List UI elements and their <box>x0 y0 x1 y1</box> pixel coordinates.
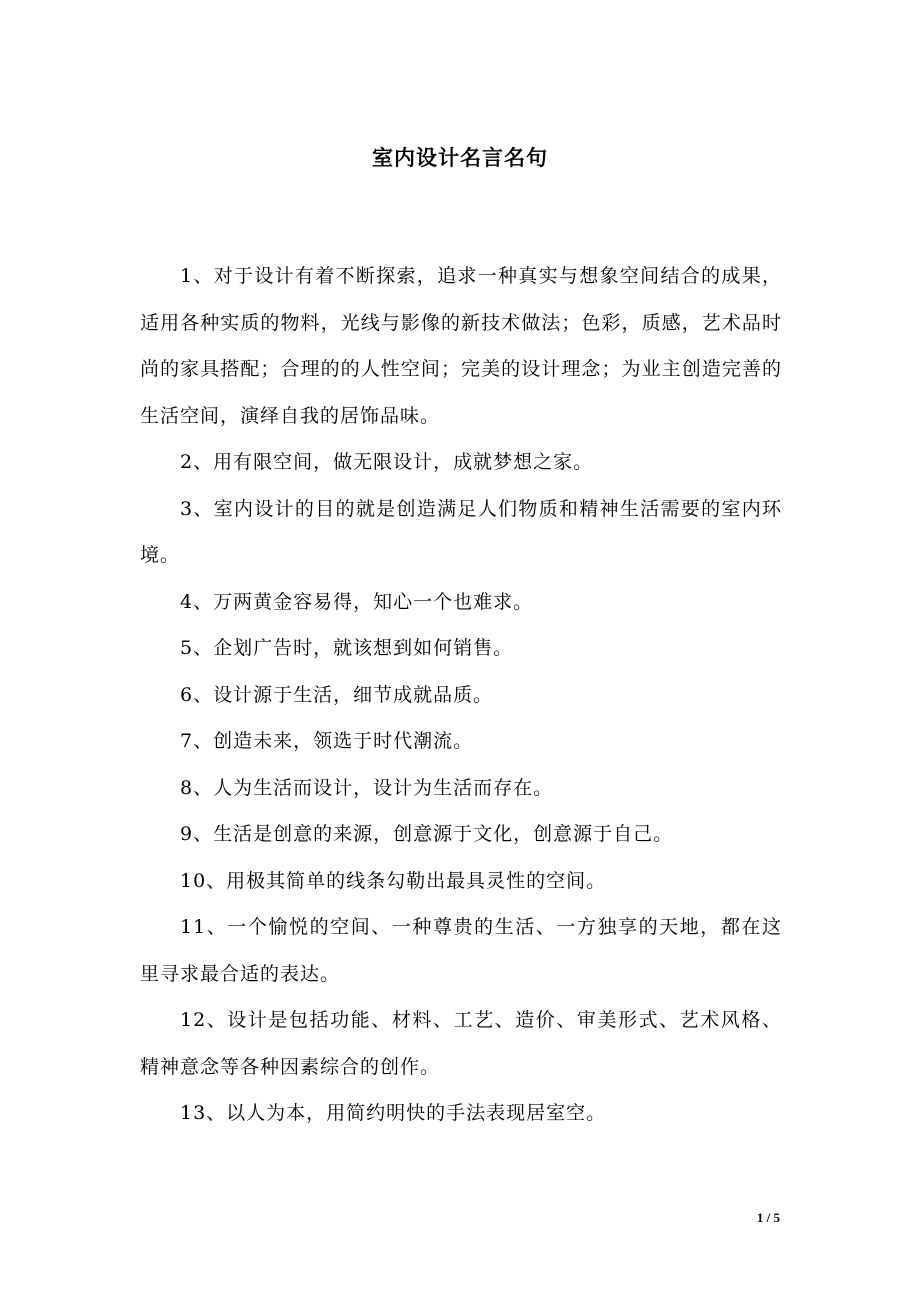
quote-paragraph-3: 3、室内设计的目的就是创造满足人们物质和精神生活需要的室内环境。 <box>140 497 782 566</box>
quote-paragraph-9: 9、生活是创意的来源，创意源于文化，创意源于自己。 <box>180 823 674 845</box>
quote-paragraph-5: 5、企划广告时，就该想到如何销售。 <box>180 637 514 659</box>
document-title: 室内设计名言名句 <box>372 146 548 170</box>
quote-paragraph-8: 8、人为生活而设计，设计为生活而存在。 <box>180 776 554 799</box>
quote-paragraph-4: 4、万两黄金容易得，知心一个也难求。 <box>180 590 534 613</box>
quote-paragraph-6: 6、设计源于生活，细节成就品质。 <box>180 683 494 706</box>
quote-paragraph-2: 2、用有限空间，做无限设计，成就梦想之家。 <box>180 451 594 473</box>
quote-paragraph-13: 13、以人为本，用简约明快的手法表现居室空。 <box>180 1102 607 1124</box>
page-number: 1 / 5 <box>756 1210 780 1225</box>
quote-paragraph-12: 12、设计是包括功能、材料、工艺、造价、审美形式、艺术风格、精神意念等各种因素综合的创作。 <box>140 1009 782 1078</box>
quote-paragraph-7: 7、创造未来，领选于时代潮流。 <box>180 730 474 752</box>
document-body <box>140 253 782 1137</box>
quote-paragraph-1: 1、对于设计有着不断探索，追求一种真实与想象空间结合的成果，适用各种实质的物料，光线与影像的新技术做法；色彩，质感，艺术品时尚的家具搭配；合理的的人性空间；完美的设计理念；为业主创造完善的生活空间，演绎自我的居饰品味。 <box>140 265 782 427</box>
quote-paragraph-11: 11、一个愉悦的空间、一种尊贵的生活、一方独享的天地，都在这里寻求最合适的表达。 <box>140 916 782 985</box>
quote-paragraph-10: 10、用极其简单的线条勾勒出最具灵性的空间。 <box>180 869 607 892</box>
